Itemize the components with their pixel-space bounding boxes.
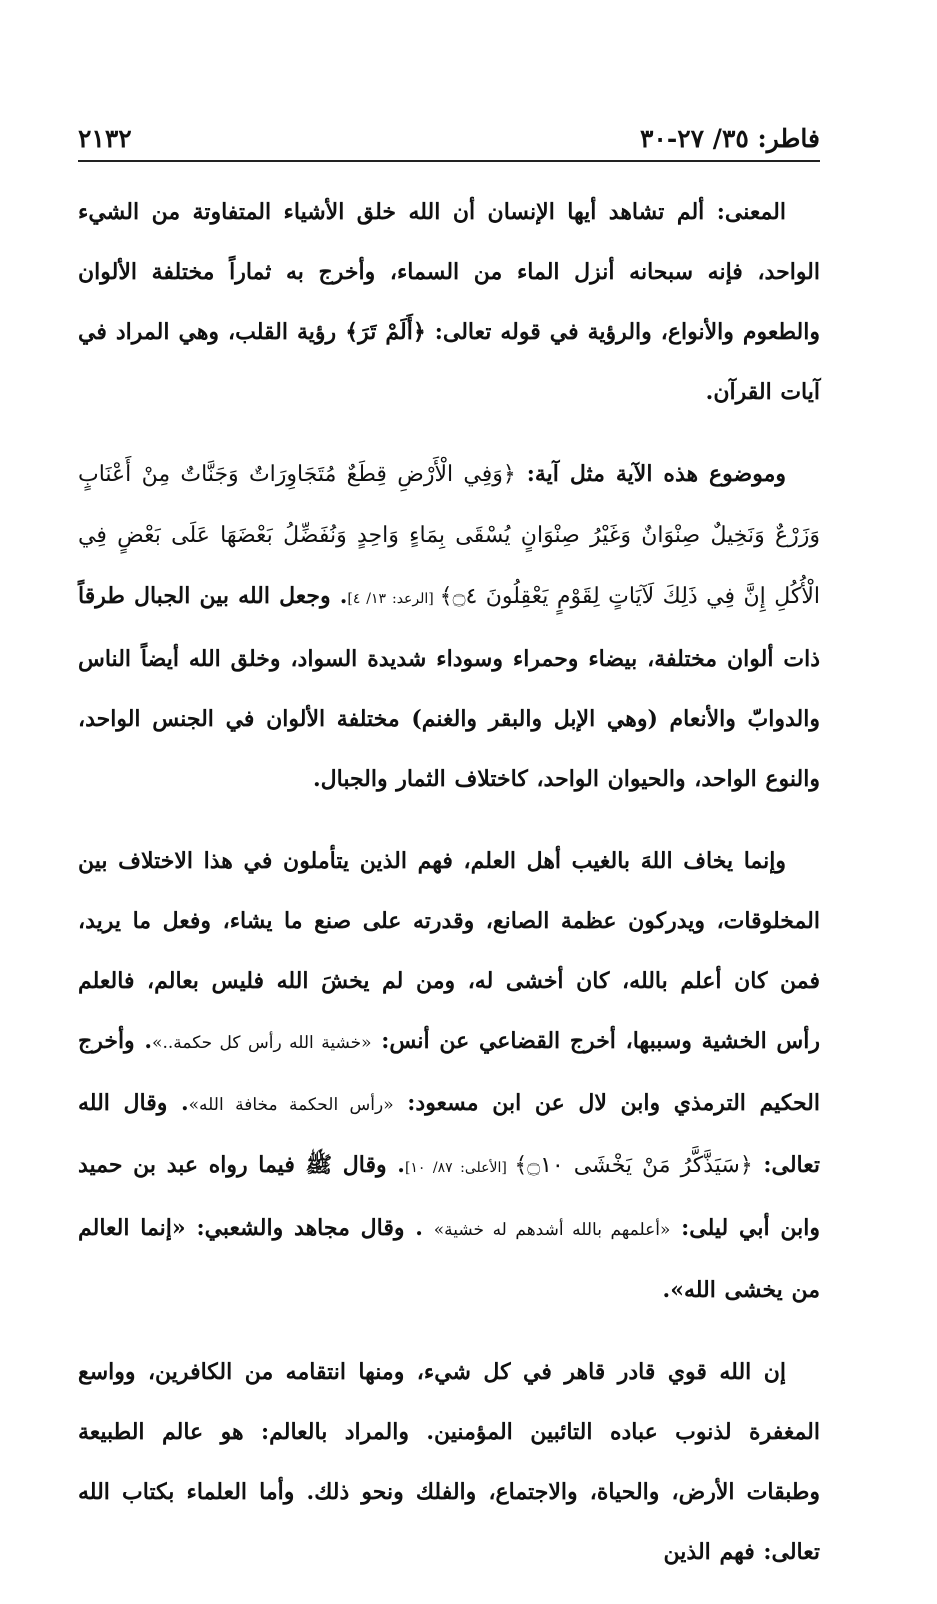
paragraph-text: وموضوع هذه الآية مثل آية: xyxy=(515,461,787,487)
quran-verse: ﴿وَفِي الْأَرْضِ قِطَعٌ مُتَجَاوِرَاتٌ وَجَنَّاتٌ مِنْ أَعْنَابٍ وَزَرْعٌ وَنَخِيلٌ صِنْوَانٌ وَغَيْرُ صِنْوَانٍ يُسْقَى بِمَاءٍ وَاحِدٍ وَنُفَضِّلُ بَعْضَهَا عَلَى بَعْضٍ فِي الْأُكُلِ إِنَّ فِي ذَلِكَ لَآيَاتٍ لِقَوْمٍ يَعْقِلُونَ ۝٤﴾ xyxy=(78,462,821,609)
hadith-quote: «خشية الله رأس كل حكمة..» xyxy=(152,1033,372,1053)
paragraph-meaning xyxy=(78,182,820,422)
paragraph-topic xyxy=(78,444,820,809)
header-title: فاطر: ٣٥/ ٢٧-٣٠ xyxy=(639,124,820,153)
quran-verse: ﴿سَيَذَّكَّرُ مَنْ يَخْشَى ۝١٠﴾ xyxy=(514,1153,753,1178)
paragraph-text: . وقال مجاهد والشعبي: «إنما العالم من يخشى الله». xyxy=(78,1215,820,1303)
paragraph-text: . وقال ﷺ فيما رواه عبد بن حميد وابن أبي ليلى: xyxy=(78,1152,820,1241)
paragraph-text: . وقال الله تعالى: xyxy=(78,1090,820,1178)
paragraph-text: وإنما يخاف اللهَ بالغيب أهل العلم، فهم الذين يتأملون في هذا الاختلاف بين المخلوقات، ويدركون عظمة الصانع، وقدرته على صنع ما يشاء، وفعل ما يريد، فمن كان أعلم بالله، كان أخشى له، ومن لم يخشَ الله فليس بعالم، فالعلم رأس الخشية وسببها، أخرج القضاعي عن أنس: xyxy=(78,848,820,1054)
verse-reference: [الرعد: ١٣/ ٤] xyxy=(347,591,440,607)
paragraph-text: المعنى: ألم تشاهد أيها الإنسان أن الله خلق الأشياء المتفاوتة من الشيء الواحد، فإنه سبحانه أنزل الماء من السماء، وأخرج به ثماراً مختلفة الألوان والطعوم والأنواع، والرؤية في قوله تعالى: ﴿أَلَمْ تَرَ﴾ رؤية القلب، وهي المراد في آيات القرآن. xyxy=(78,199,820,405)
paragraph-text: . وجعل الله بين الجبال طرقاً ذات ألوان مختلفة، بيضاء وحمراء وسوداء شديدة السواد، وخلق الله أيضاً الناس والدوابّ والأنعام (وهي الإبل والبقر والغنم) مختلفة الألوان في الجنس الواحد، والنوع الواحد، والحيوان الواحد، كاختلاف الثمار والجبال. xyxy=(78,583,820,792)
paragraph-text: . وأخرج الحكيم الترمذي وابن لال عن ابن مسعود: xyxy=(78,1028,820,1116)
hadith-quote: «أعلمهم بالله أشدهم له خشية» xyxy=(433,1220,671,1240)
paragraph-fear xyxy=(78,831,820,1320)
verse-reference: [الأعلى: ٨٧/ ١٠] xyxy=(404,1160,515,1176)
page-body xyxy=(78,182,820,1604)
hadith-quote: «رأس الحكمة مخافة الله» xyxy=(188,1095,394,1115)
paragraph-text: إن الله قوي قادر قاهر في كل شيء، ومنها انتقامه من الكافرين، وواسع المغفرة لذنوب عباده التائبين المؤمنين. والمراد بالعالم: هو عالم الطبيعة وطبقات الأرض، والحياة، والاجتماع، والفلك ونحو ذلك. وأما العلماء بكتاب الله تعالى: فهم الذين xyxy=(78,1359,820,1565)
page-header xyxy=(78,118,820,162)
page-number: ٢١٣٢ xyxy=(78,124,132,153)
paragraph-power xyxy=(78,1342,820,1582)
